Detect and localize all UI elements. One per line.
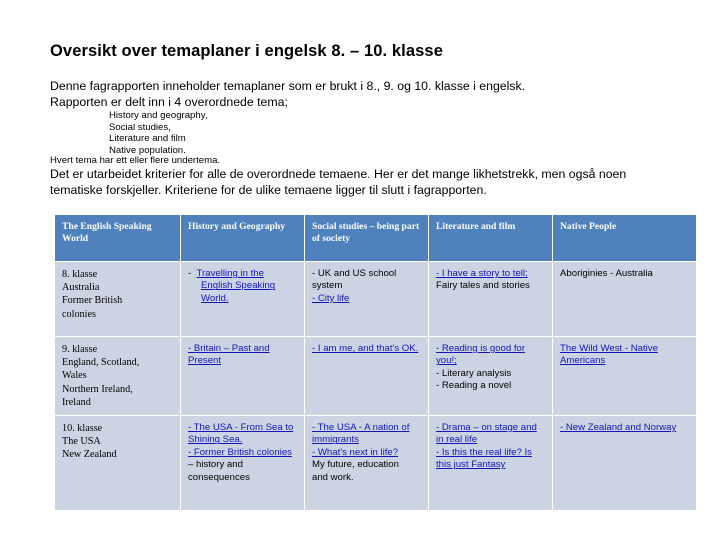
link-drama-on-stage-and-in-real-life[interactable]: - Drama – on stage and in real life [436,422,537,446]
outro-line-2: tematiske forskjeller. Kriteriene for de ulike temaene ligger til slutt i fagrapporten. [50,182,487,197]
social-plain-line: My future, education [312,459,399,471]
grade-detail: Ireland [62,396,91,408]
cell-social-grade-9 [305,337,429,416]
column-header-english-speaking-world: The English Speaking World [55,215,181,262]
theme-list-item-literature: Literature and film [109,133,186,145]
grade-label: 9. klasse [62,344,98,355]
cell-history-grade-9 [181,337,305,416]
grade-detail: New Zealand [62,449,117,461]
grade-detail: Wales [62,370,87,382]
native-plain-text: Aboriginies - Australia [560,268,653,279]
table-body [55,262,697,511]
table-row [55,337,697,416]
table-header-row [55,215,697,262]
cell-literature-grade-10 [429,416,553,511]
intro-line-2: Rapporten er delt inn i 4 overordnede tema; [50,94,288,109]
cell-native-grade-9 [553,337,697,416]
intro-line-1: Denne fagrapporten inneholder temaplaner som er brukt i 8., 9. og 10. klasse i engelsk. [50,79,526,93]
literature-plain-text: Fairy tales and stories [436,280,530,292]
grade-detail: Former British [62,295,123,307]
column-header-social-studies: Social studies – being part of society [305,215,429,262]
theme-list [109,110,207,156]
grade-detail: Northern Ireland, [62,383,133,395]
grade-detail: England, Scotland, [62,357,140,369]
table-header [55,215,697,262]
outro-paragraph [50,167,690,198]
link-wild-west-native-americans[interactable]: The Wild West - Native Americans [560,343,658,367]
intro-paragraph [50,79,680,110]
cell-native-grade-10 [553,416,697,511]
page-title: Oversikt over temaplaner i engelsk 8. – 10. klasse [50,42,443,60]
cell-history-grade-10 [181,416,305,511]
grade-label: 10. klasse [62,423,103,435]
grade-detail: Australia [62,282,100,294]
history-plain-text: – history and consequences [188,459,250,483]
social-plain-line: and work. [312,471,354,483]
link-usa-a-nation-of-immigrants[interactable]: - The USA - A nation of immigrants [312,422,410,446]
grade-detail: colonies [62,308,96,320]
social-plain-line: - UK and US school [312,268,397,279]
cell-literature-grade-8 [429,262,553,337]
link-britain-past-and-present[interactable]: - Britain – Past and Present [188,343,270,367]
table-row [55,262,697,337]
cell-literature-grade-9 [429,337,553,416]
cell-social-grade-8 [305,262,429,337]
cell-grade-10 [55,416,181,511]
column-header-literature-film: Literature and film [429,215,553,262]
link-is-this-the-real-life[interactable]: - Is this the real life? Is this just Fantasy [436,446,532,471]
table-row [55,416,697,511]
bullet-dash: - [188,268,192,279]
link-travelling-english-speaking-world[interactable]: Travelling in the English Speaking World. [196,268,276,304]
link-former-british-colonies[interactable]: - Former British colonies [188,446,292,458]
cell-grade-8 [55,262,181,337]
grade-label: 8. klasse [62,269,98,280]
subtheme-note: Hvert tema har ett eller flere undertema. [50,155,221,166]
link-i-have-a-story-to-tell[interactable]: - I have a story to tell; [436,268,528,279]
link-whats-next-in-life[interactable]: - What's next in life? [312,446,399,458]
social-plain-line: system [312,280,343,292]
column-header-native-people: Native People [553,215,697,262]
column-header-history-geography: History and Geography [181,215,305,262]
theme-list-item-social: Social studies, [109,121,171,133]
history-entry [188,268,298,305]
theme-list-item-native: Native population. [109,144,186,156]
theme-list-item-history: History and geography, [109,110,208,121]
cell-history-grade-8 [181,262,305,337]
grade-detail: The USA [62,436,101,448]
literature-plain-line: - Reading a novel [436,380,512,392]
cell-grade-9 [55,337,181,416]
theme-overview-table [54,214,697,511]
cell-native-grade-8 [553,262,697,337]
outro-line-1: Det er utarbeidet kriterier for alle de overordnede temaene. Her er det mange likhetstrekk, men også noen [50,167,627,181]
link-reading-is-good-for-you[interactable]: - Reading is good for you!; [436,343,526,367]
link-usa-from-sea-to-shining-sea[interactable]: - The USA - From Sea to Shining Sea. [188,422,294,446]
link-city-life[interactable]: - City life [312,292,350,304]
link-new-zealand-and-norway[interactable]: - New Zealand and Norway [560,422,677,434]
cell-social-grade-10 [305,416,429,511]
literature-plain-line: - Literary analysis [436,367,512,379]
link-i-am-me-and-thats-ok[interactable]: - I am me, and that's OK. [312,343,419,354]
